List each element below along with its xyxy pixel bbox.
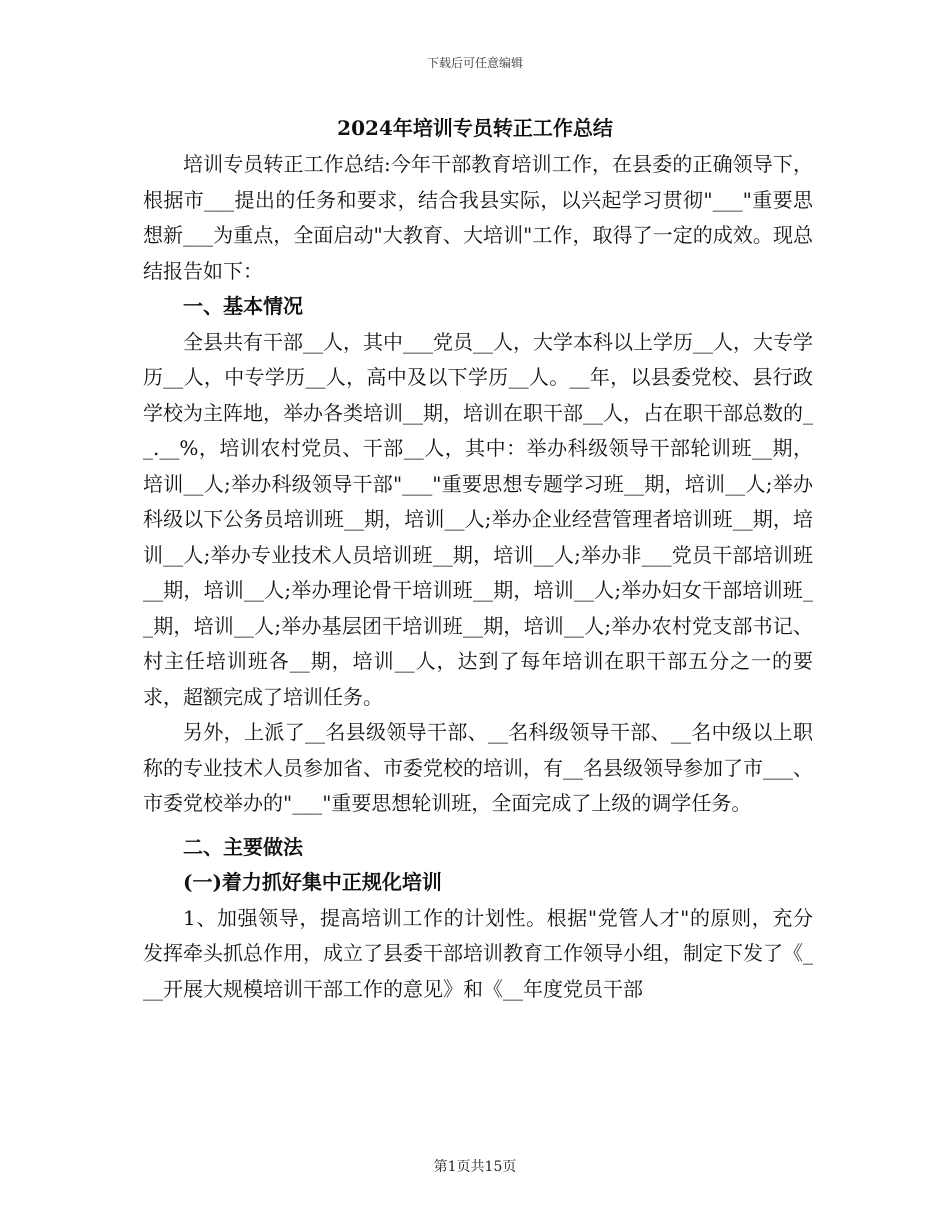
section1-paragraph-2: 另外，上派了__名县级领导干部、__名科级领导干部、__名中级以上职称的专业技术人员参加省、市委党校的培训，有__名县级领导参加了市___、市委党校举办的"___"重要思想轮训班，全面完成了上级的调学任务。 [143, 720, 813, 815]
document-title: 2024年培训专员转正工作总结 [337, 116, 613, 140]
section1-heading: 一、基本情况 [183, 294, 303, 318]
section2-paragraph-1: 1、加强领导，提高培训工作的计划性。根据"党管人才"的原则，充分发挥牵头抓总作用，成立了县委干部培训教育工作领导小组，制定下发了《___开展大规模培训干部工作的意见》和《__年度党员干部 [143, 905, 813, 1001]
page-footer: 第1页共15页 [433, 1159, 517, 1175]
section2-heading: 二、主要做法 [183, 834, 303, 859]
document-body [143, 147, 813, 1007]
section1-paragraph-1: 全县共有干部__人，其中___党员__人，大学本科以上学历__人，大专学历__人，中专学历__人，高中及以下学历__人。__年，以县委党校、县行政学校为主阵地，举办各类培训__期，培训在职干部__人，占在职干部总数的__.__%，培训农村党员、干部__人，其中：举办科级领导干部轮训班__期，培训__人;举办科级领导干部"___"重要思想专题学习班__期，培训__人;举办科级以下公务员培训班__期，培训__人;举办企业经营管理者培训班__期，培训__人;举办专业技术人员培训班__期，培训__人;举办非___党员干部培训班__期，培训__人;举办理论骨干培训班__期，培训__人;举办妇女干部培训班__期，培训__人;举办基层团干培训班__期，培训__人;举办农村党支部书记、村主任培训班各__期，培训__人，达到了每年培训在职干部五分之一的要求，超额完成了培训任务。 [143, 329, 813, 709]
intro-paragraph: 培训专员转正工作总结:今年干部教育培训工作，在县委的正确领导下，根据市___提出的任务和要求，结合我县实际，以兴起学习贯彻"___"重要思想新___为重点，全面启动"大教育、大培训"工作，取得了一定的成效。现总结报告如下： [143, 152, 813, 283]
section2-subheading-1: (一)着力抓好集中正规化培训 [183, 870, 442, 894]
header-note: 下载后可任意编辑 [426, 56, 523, 70]
